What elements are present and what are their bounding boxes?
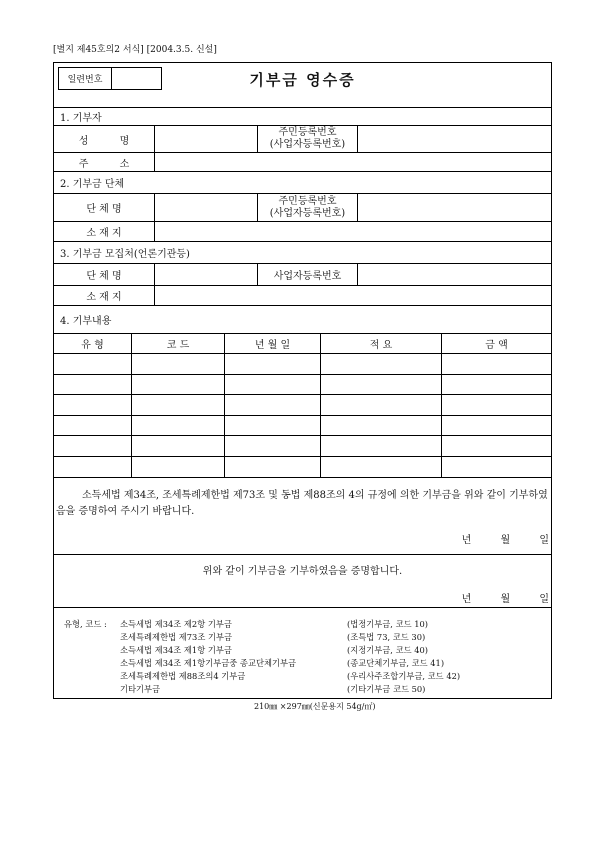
legend-code: (기타기부금 코드 50) [347,684,426,694]
cell-code[interactable] [131,375,224,395]
cell-amount[interactable] [441,457,551,477]
serial-number-label: 일련번호 [59,68,112,89]
org-location-field[interactable] [154,222,551,241]
donor-address-field[interactable] [154,153,551,171]
legend-law: 소득세법 제34조 제1항기부금중 종교단체기부금 [120,658,297,668]
cell-date[interactable] [224,354,320,374]
cell-type[interactable] [54,436,131,456]
statement-request-text: 소득세법 제34조, 조세특례제한법 제73조 및 동법 제88조의 4의 규정에 의한 기부금을 위와 같이 기부하였음을 증명하여 주시기 바랍니다. [56,490,548,517]
cell-type[interactable] [54,457,131,477]
section-1-header [54,107,551,125]
donor-name-label: 성 명 [78,135,130,147]
cell-date[interactable] [224,457,320,477]
cell-description[interactable] [320,436,441,456]
cell-description[interactable] [320,416,441,436]
section-4-header [54,305,551,333]
cell-amount[interactable] [441,395,551,415]
cell-type[interactable] [54,395,131,415]
certify-date-year: 년 [461,594,472,605]
form-header: [별지 제45호의2 서식] [2004.3.5. 신설] [53,45,217,55]
legend-law: 조세특례제한법 제88조의4 기부금 [120,671,246,681]
collector-location-row [54,285,551,305]
table-row [54,456,551,477]
cell-amount[interactable] [441,354,551,374]
org-id-label-line2: (사업자등록번호) [269,207,346,219]
table-row [54,435,551,456]
col-code: 코 드 [131,334,224,353]
donor-id-label-line2: (사업자등록번호) [269,139,346,150]
title-row [54,63,551,95]
collector-location-label: 소 재 지 [86,292,122,303]
collector-name-label: 단 체 명 [86,271,122,282]
legend-law: 기타기부금 [120,684,161,694]
certify-date [436,590,549,605]
legend-code: (지정기부금, 코드 40) [347,645,429,655]
cell-code[interactable] [131,436,224,456]
legend-code: (종교단체기부금, 코드 41) [347,658,445,668]
org-name-label: 단 체 명 [86,204,122,215]
paper-spec: 210㎜ ×297㎜(신문용지 54g/㎡) [254,702,376,711]
statement-certify-block [54,554,551,608]
donation-table-header [54,333,551,353]
section-2-title: 2. 기부금 단체 [60,179,125,190]
org-id-field[interactable] [357,194,551,221]
cell-code[interactable] [131,354,224,374]
legend-law: 소득세법 제34조 제1항 기부금 [120,645,232,655]
page-title: 기부금 영수증 [249,70,356,89]
cell-amount[interactable] [441,375,551,395]
collector-location-field[interactable] [154,286,551,305]
donor-id-label [257,126,357,152]
collector-name-field[interactable] [154,264,257,285]
donor-address-label: 주 소 [78,158,130,170]
section-3-header [54,241,551,263]
collector-bizno-label: 사업자등록번호 [257,264,357,285]
certify-date-month: 월 [500,594,511,605]
org-location-label: 소 재 지 [86,228,122,239]
collector-bizno-field[interactable] [357,264,551,285]
org-name-field[interactable] [154,194,257,221]
cell-description[interactable] [320,375,441,395]
statement-certify-text: 위와 같이 기부금을 기부하였음을 증명합니다. [202,566,403,577]
cell-type[interactable] [54,416,131,436]
col-date: 년 월 일 [224,334,320,353]
table-row [54,415,551,436]
request-date-month: 월 [500,535,511,546]
org-id-label-line1: 주민등록번호 [278,195,337,207]
col-amount: 금 액 [441,334,551,353]
col-description: 적 요 [320,334,441,353]
donor-name-row [54,125,551,152]
certify-date-day: 일 [539,594,549,605]
legend-code: (법정기부금, 코드 10) [347,619,429,629]
donor-name-field[interactable] [154,126,257,152]
cell-date[interactable] [224,436,320,456]
receipt-form [53,62,552,608]
request-date-day: 일 [539,535,549,546]
statement-request-block [54,477,551,554]
legend-law: 소득세법 제34조 제2항 기부금 [120,619,232,629]
cell-date[interactable] [224,416,320,436]
request-date-year: 년 [461,535,472,546]
cell-type[interactable] [54,375,131,395]
legend-law: 조세특례제한법 제73조 기부금 [120,632,233,642]
donor-address-row [54,152,551,171]
cell-amount[interactable] [441,416,551,436]
cell-code[interactable] [131,457,224,477]
col-type: 유 형 [81,340,104,351]
donor-id-label-line1: 주민등록번호 [278,127,337,138]
legend-prefix: 유형, 코드 : [64,619,107,629]
cell-description[interactable] [320,395,441,415]
collector-name-row [54,263,551,285]
cell-description[interactable] [320,457,441,477]
section-3-title: 3. 기부금 모집처(언론기관등) [60,249,190,260]
donor-id-field[interactable] [357,126,551,152]
cell-code[interactable] [131,416,224,436]
section-4-title: 4. 기부내용 [60,316,112,327]
table-row [54,374,551,395]
org-name-row [54,193,551,221]
cell-amount[interactable] [441,436,551,456]
request-date [436,531,549,546]
cell-type[interactable] [54,354,131,374]
cell-description[interactable] [320,354,441,374]
section-2-header [54,171,551,193]
org-id-label [257,194,357,221]
legend-code: (조특법 73, 코드 30) [347,632,426,642]
section-1-title: 1. 기부자 [60,113,102,124]
table-row [54,353,551,374]
cell-date[interactable] [224,395,320,415]
cell-date[interactable] [224,375,320,395]
org-location-row [54,221,551,241]
code-legend [53,607,552,699]
table-row [54,394,551,415]
cell-code[interactable] [131,395,224,415]
legend-code: (우리사주조합기부금, 코드 42) [347,671,461,681]
